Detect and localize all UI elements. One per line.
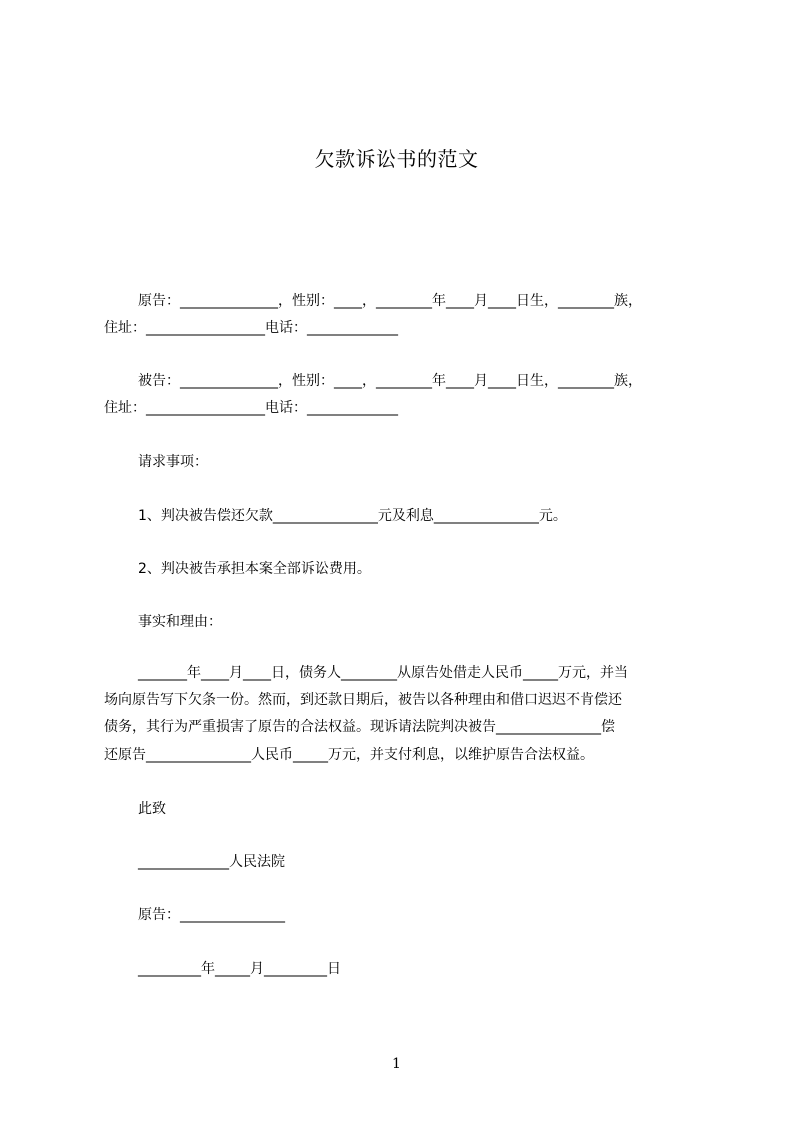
page-number: 1 [392,1056,401,1072]
closing-text: 此致 [138,801,166,817]
facts-line-4: 还原告_______________人民币_____万元，并支付利息，以维护原告合法权益。 [104,747,594,763]
plaintiff-line-2: 住址：_________________电话：_____________ [104,320,398,336]
document-title: 欠款诉讼书的范文 [314,147,479,171]
claims-heading: 请求事项： [138,454,208,470]
claim-2: 2、判决被告承担本案全部诉讼费用。 [138,561,371,577]
court-line: _____________人民法院 [138,854,285,870]
facts-line-1: _______年____月____日，债务人________从原告处借走人民币_____万元，并当 [138,665,628,681]
facts-line-3: 债务，其行为严重损害了原告的合法权益。现诉请法院判决被告_______________偿 [104,719,615,735]
facts-heading: 事实和理由： [138,614,222,630]
facts-line-2: 场向原告写下欠条一份。然而，到还款日期后，被告以各种理由和借口迟迟不肯偿还 [104,692,622,708]
defendant-line-2: 住址：_________________电话：_____________ [104,400,398,416]
plaintiff-line-1: 原告：______________，性别：____，________年____月____日生，________族， [138,293,642,309]
defendant-line-1: 被告：______________，性别：____，________年____月____日生，________族， [138,373,642,389]
claim-1: 1、判决被告偿还欠款_______________元及利息_______________元。 [138,508,567,524]
date-line: _________年_____月_________日 [138,961,341,977]
plaintiff-signature: 原告：_______________ [138,907,285,923]
